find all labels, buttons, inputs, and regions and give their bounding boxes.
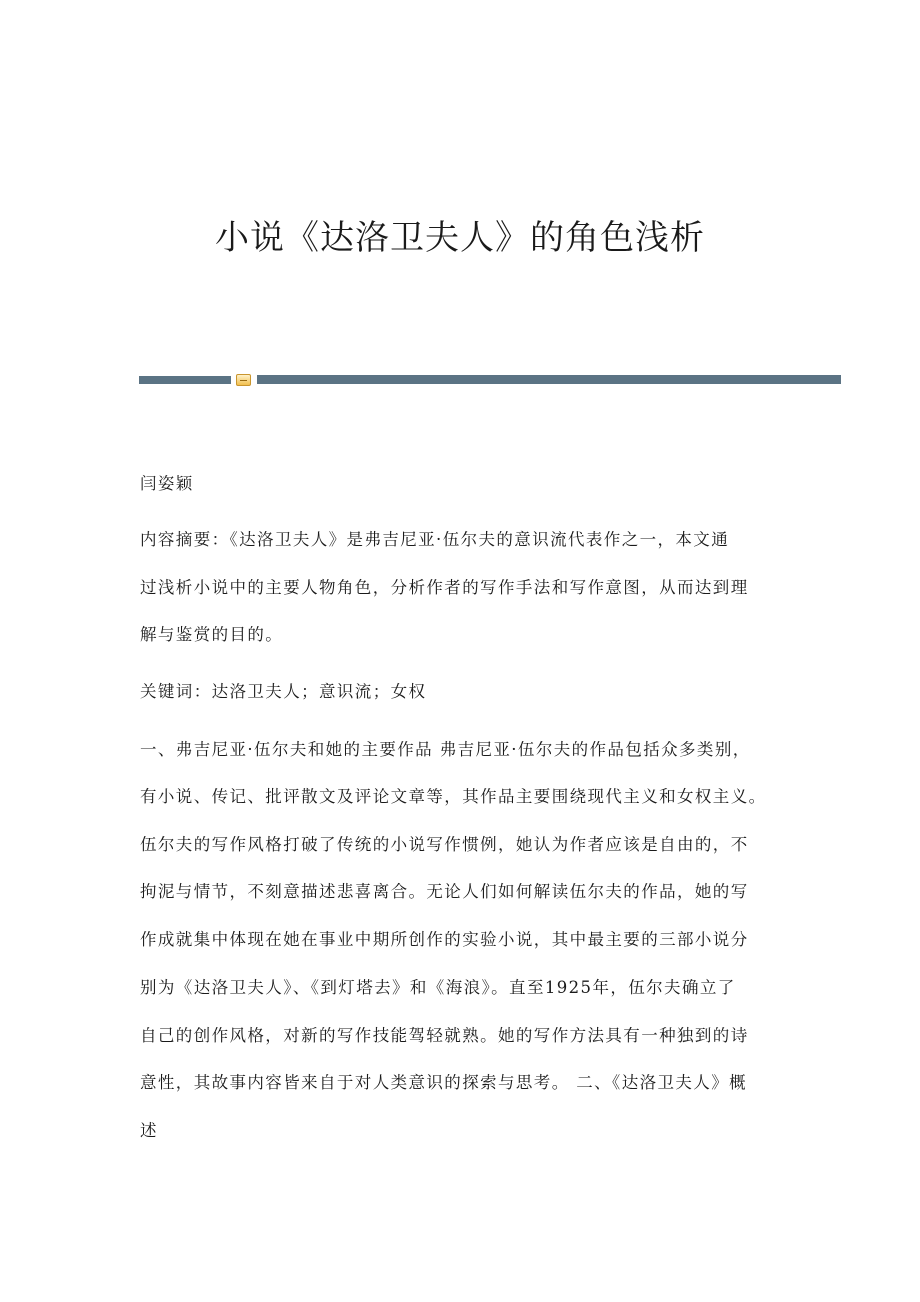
body-line-3: 伍尔夫的写作风格打破了传统的小说写作惯例，她认为作者应该是自由的，不 — [140, 835, 749, 854]
body-line-5: 作成就集中体现在她在事业中期所创作的实验小说，其中最主要的三部小说分 — [140, 930, 749, 949]
title-divider — [139, 374, 841, 386]
body-line-6: 别为《达洛卫夫人》、《到灯塔去》和《海浪》。直至1925年，伍尔夫确立了 — [140, 978, 736, 997]
body-line-9: 述 — [140, 1121, 158, 1140]
abstract-line-3: 解与鉴赏的目的。 — [140, 625, 284, 644]
abstract-line-1: 内容摘要：《达洛卫夫人》是弗吉尼亚·伍尔夫的意识流代表作之一，本文通 — [140, 530, 730, 549]
page-title: 小说《达洛卫夫人》的角色浅析 — [215, 218, 705, 258]
abstract-line-2: 过浅析小说中的主要人物角色，分析作者的写作手法和写作意图，从而达到理 — [140, 578, 749, 597]
body-line-8: 意性，其故事内容皆来自于对人类意识的探索与思考。 二、《达洛卫夫人》概 — [140, 1073, 747, 1092]
body-line-1: 一、弗吉尼亚·伍尔夫和她的主要作品 弗吉尼亚·伍尔夫的作品包括众多类别， — [140, 740, 751, 759]
body-line-4: 拘泥与情节，不刻意描述悲喜离合。无论人们如何解读伍尔夫的作品，她的写 — [140, 882, 749, 901]
body-line-2: 有小说、传记、批评散文及评论文章等，其作品主要围绕现代主义和女权主义。 — [140, 787, 767, 806]
divider-bar-right — [257, 375, 841, 384]
author-name: 闫姿颖 — [140, 474, 194, 493]
keywords-line: 关键词：达洛卫夫人；意识流；女权 — [140, 682, 427, 701]
divider-bar-left — [139, 376, 231, 384]
document-icon — [236, 374, 251, 386]
body-line-7: 自己的创作风格，对新的写作技能驾轻就熟。她的写作方法具有一种独到的诗 — [140, 1026, 749, 1045]
